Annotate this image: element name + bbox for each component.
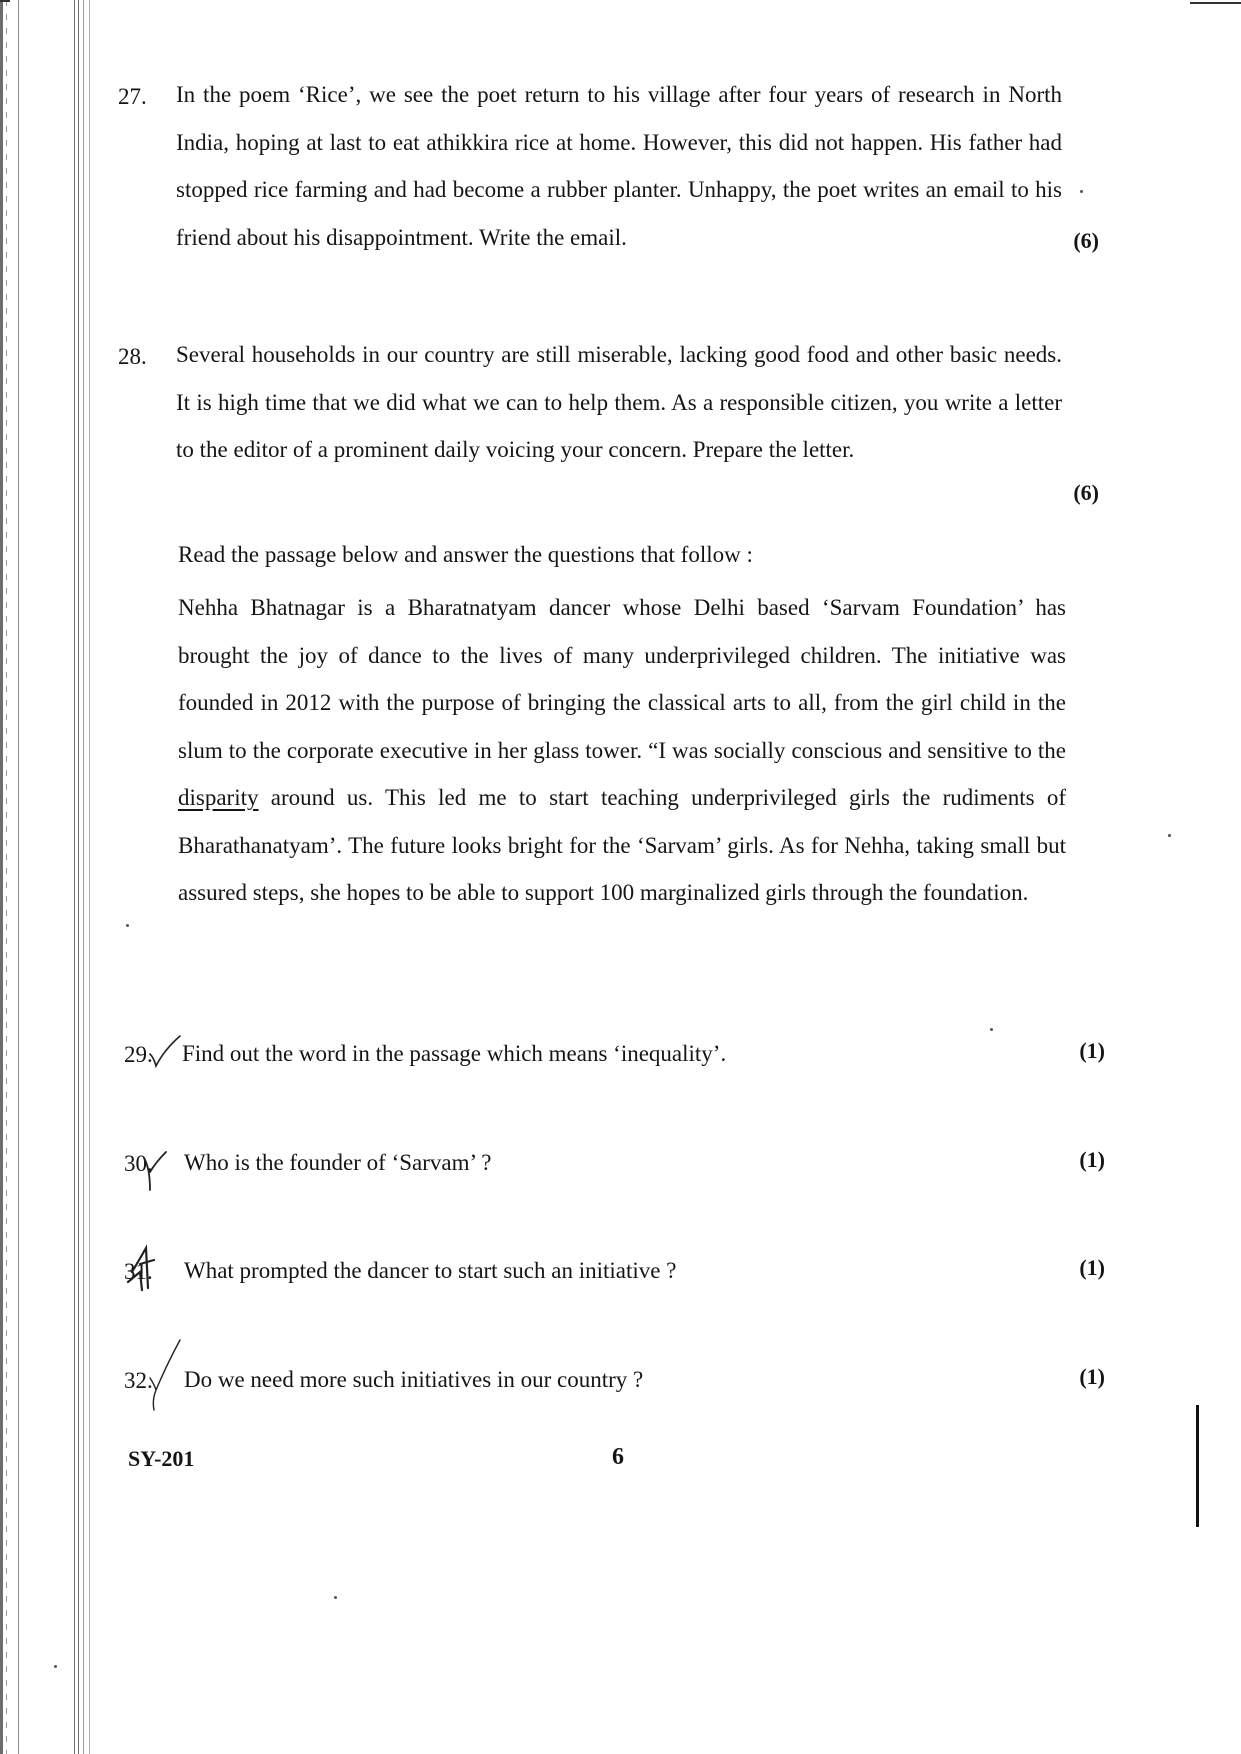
question-text: Do we need more such initiatives in our country ? [184,1367,644,1392]
question-number: 29. [124,1042,153,1067]
question-text: Several households in our country are still miserable, lacking good food and other basic needs. It is high time that we did what we can to help them. As a responsible citizen, you write a letter to the editor of a prominent daily voicing your concern. Prepare the letter. [176,342,1062,462]
passage-text-part-1: Nehha Bhatnagar is a Bharatnatyam dancer whose Delhi based ‘Sarvam Foundation’ has brought the joy of dance to the lives of many underprivileged children. The initiative was founded in 2012 with the purpose of bringing the classical arts to all, from the girl child in the slum to the corporate executive in her glass tower. “I was socially conscious and sensitive to the [178,595,1066,763]
question-number: 28. [118,344,147,369]
passage-text [178,584,1066,917]
passage-instruction: Read the passage below and answer the questions that follow : [178,542,753,567]
question-text: What prompted the dancer to start such an initiative ? [184,1258,677,1283]
paper-code: SY-201 [128,1446,195,1471]
margin-bar-mark [1196,1405,1199,1527]
passage-text-part-2: around us. This led me to start teaching underprivileged girls the rudiments of Bharathanatyam’. The future looks bright for the ‘Sarvam’ girls. As for Nehha, taking small but assured steps, she hopes to be able to support 100 marginalized girls through the foundation. [178,785,1066,905]
underlined-word: disparity [178,785,259,810]
question-marks: (1) [1079,1364,1105,1389]
scan-speck [54,1665,57,1668]
pen-tick-mark-31 [124,1242,160,1294]
question-text: Find out the word in the passage which means ‘inequality’. [182,1041,727,1066]
page-number: 6 [612,1444,624,1470]
question-marks: (6) [1073,228,1099,253]
scan-corner-mark [0,0,10,2]
scan-speck [990,1028,993,1031]
scan-speck [126,924,129,927]
question-number: 32. [124,1368,153,1393]
question-marks: (1) [1079,1038,1105,1063]
page-binding-margin [0,0,96,1754]
question-marks: (1) [1079,1255,1105,1280]
pen-tick-mark-32 [146,1338,186,1414]
question-marks: (6) [1073,480,1099,505]
question-number: 27. [118,84,147,109]
question-text: In the poem ‘Rice’, we see the poet return to his village after four years of research in North India, hoping at last to eat athikkira rice at home. However, this did not happen. His father had stopped rice farming and had become a rubber planter. Unhappy, the poet writes an email to his friend about his disappointment. Write the email. [176,82,1062,250]
question-marks: (1) [1079,1147,1105,1172]
scan-corner-mark-right [1190,2,1241,4]
pen-tick-mark-30 [138,1146,172,1194]
question-number: 30. [124,1151,153,1176]
pen-tick-mark-29 [146,1032,186,1072]
scan-speck [1168,834,1171,837]
question-number: 31. [124,1259,153,1284]
scan-speck [1080,190,1083,193]
scan-speck [334,1596,337,1599]
question-text: Who is the founder of ‘Sarvam’ ? [184,1150,492,1175]
